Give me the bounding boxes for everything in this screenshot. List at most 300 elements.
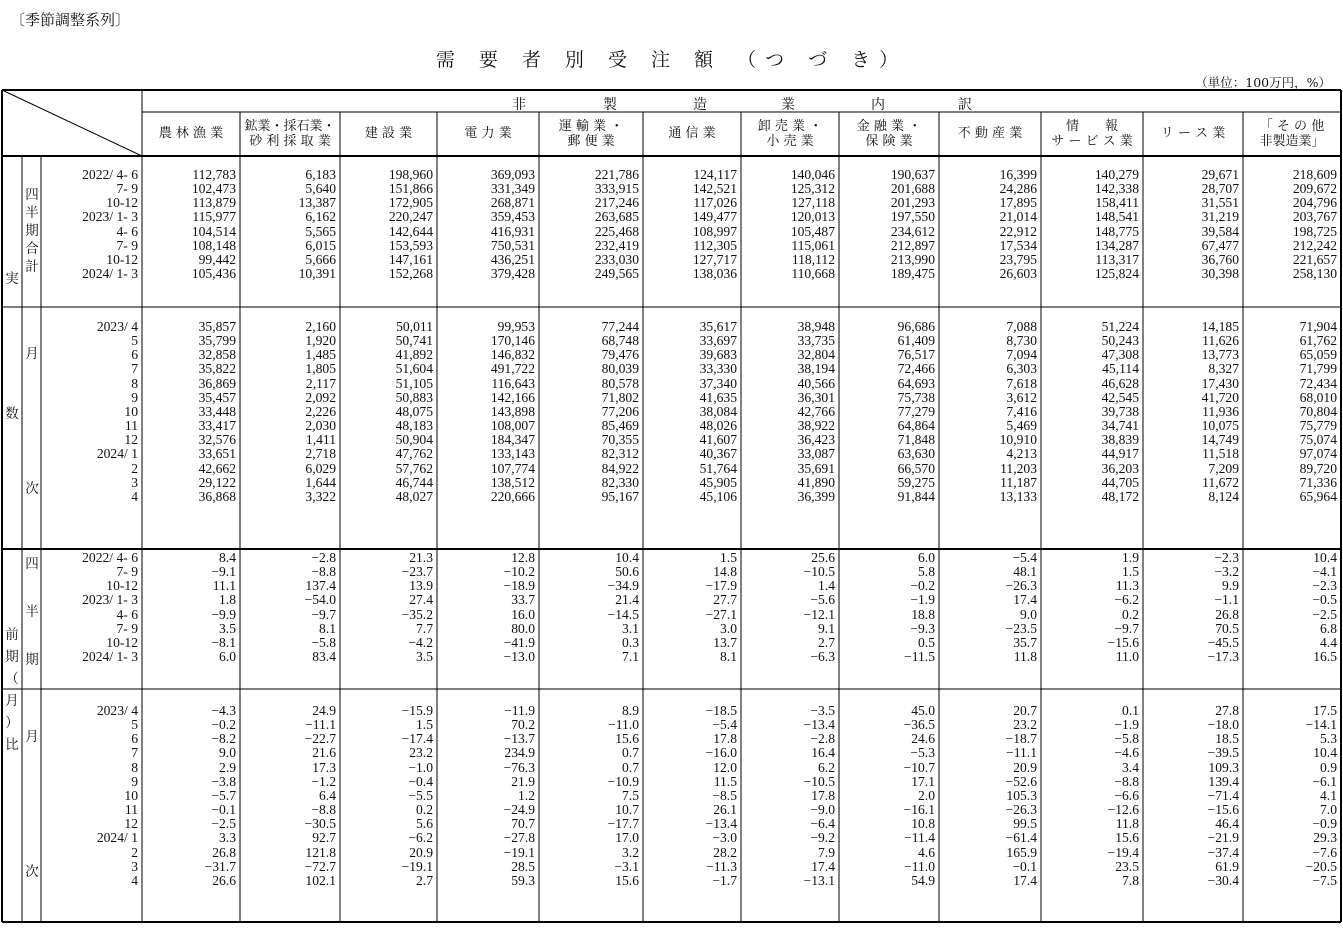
- table-cell: 11,936: [1202, 403, 1239, 419]
- table-cell: 99,953: [497, 319, 535, 334]
- table-cell: 3.2: [622, 844, 639, 860]
- row-label: 2023/ 1- 3: [82, 592, 138, 608]
- table-cell: 80.0: [511, 620, 535, 636]
- table-cell: 204,796: [1292, 195, 1337, 211]
- table-cell: 48,075: [395, 403, 433, 419]
- table-cell: 146,832: [490, 347, 535, 363]
- table-cell: 5.6: [416, 816, 433, 832]
- table-cell: 2,092: [305, 389, 336, 405]
- table-cell: 24.6: [911, 731, 935, 747]
- table-cell: 46,744: [395, 474, 433, 490]
- table-cell: 16,399: [999, 167, 1037, 182]
- table-cell: 31,551: [1201, 195, 1239, 211]
- row-label: 4: [131, 488, 138, 504]
- table-cell: 6,303: [1006, 361, 1037, 377]
- row-label: 4- 6: [116, 606, 138, 622]
- table-cell: 35,857: [198, 319, 236, 334]
- column-header-line: 通 信 業: [668, 126, 716, 141]
- table-cell: 5,469: [1006, 418, 1037, 434]
- table-cell: 64,693: [897, 375, 935, 391]
- table-cell: −23.5: [1005, 620, 1037, 636]
- table-cell: 38,084: [699, 403, 737, 419]
- table-cell: −19.4: [1107, 844, 1139, 860]
- table-cell: −16.0: [705, 745, 737, 761]
- table-cell: 22,912: [999, 223, 1037, 239]
- side-label-char: 月: [25, 346, 39, 362]
- table-cell: 61,409: [897, 333, 935, 349]
- table-cell: 3.3: [219, 830, 236, 846]
- table-cell: 234.9: [504, 745, 535, 761]
- table-cell: 17.4: [811, 858, 835, 874]
- table-cell: 11.5: [713, 773, 737, 789]
- table-cell: 7.9: [818, 844, 835, 860]
- table-cell: 61,762: [1299, 333, 1337, 349]
- table-cell: 12.0: [713, 759, 737, 775]
- table-cell: 110,668: [791, 266, 835, 282]
- table-cell: −0.2: [910, 578, 935, 594]
- table-cell: 11,672: [1202, 474, 1239, 490]
- table-cell: 47,308: [1101, 347, 1139, 363]
- table-cell: 137.4: [305, 578, 336, 594]
- table-cell: −3.2: [1214, 564, 1239, 580]
- table-cell: 147,161: [388, 251, 433, 267]
- row-label: 5: [131, 717, 138, 733]
- table-cell: 750,531: [490, 237, 535, 253]
- table-cell: 117,026: [693, 195, 737, 211]
- column-header-line: 「 そ の 他: [1259, 119, 1325, 134]
- table-cell: 72,466: [897, 361, 935, 377]
- table-cell: 13,773: [1201, 347, 1239, 363]
- table-cell: −8.8: [311, 564, 336, 580]
- table-cell: −22.7: [304, 731, 336, 747]
- table-cell: 153,593: [388, 237, 433, 253]
- table-cell: −10.5: [803, 564, 835, 580]
- table-cell: 436,251: [490, 251, 535, 267]
- table-cell: 0.2: [416, 802, 433, 818]
- table-cell: 14,749: [1201, 432, 1239, 448]
- table-cell: −27.1: [705, 606, 737, 622]
- table-cell: 45,106: [699, 488, 737, 504]
- column-header: [240, 119, 340, 149]
- table-cell: 416,931: [490, 223, 535, 239]
- table-cell: 47,762: [395, 446, 433, 462]
- table-cell: 36,301: [797, 389, 835, 405]
- side-label-char: （: [5, 671, 19, 687]
- column-header-line: サ ー ビ ス 業: [1051, 134, 1133, 149]
- table-cell: 30,398: [1201, 266, 1239, 282]
- table-cell: −18.9: [503, 578, 535, 594]
- table-cell: 7,094: [1006, 347, 1037, 363]
- table-cell: −45.5: [1207, 634, 1239, 650]
- table-cell: −11.0: [608, 717, 639, 733]
- table-cell: 36,868: [198, 488, 236, 504]
- table-cell: 134,287: [1094, 237, 1139, 253]
- table-cell: 71,799: [1299, 361, 1337, 377]
- table-cell: 112,783: [192, 167, 236, 182]
- table-cell: −5.3: [910, 745, 935, 761]
- table-cell: 33,651: [198, 446, 236, 462]
- table-cell: 92.7: [312, 830, 336, 846]
- table-cell: 44,705: [1101, 474, 1139, 490]
- table-cell: 9.0: [219, 745, 236, 761]
- table-cell: 125,312: [790, 181, 835, 197]
- row-label: 9: [131, 389, 138, 405]
- column-header-line: 電 力 業: [464, 126, 512, 141]
- table-cell: −17.7: [607, 816, 639, 832]
- table-cell: 7,088: [1006, 319, 1037, 334]
- table-cell: 21.4: [615, 592, 639, 608]
- table-cell: 28.5: [511, 858, 535, 874]
- table-cell: 75,074: [1299, 432, 1337, 448]
- column-header: [741, 119, 839, 149]
- table-cell: −5.8: [1114, 731, 1139, 747]
- table-cell: 149,477: [692, 209, 737, 225]
- table-cell: 46,628: [1101, 375, 1139, 391]
- table-cell: 249,565: [594, 266, 639, 282]
- row-label: 12: [124, 816, 138, 832]
- table-cell: 14,185: [1201, 319, 1239, 334]
- row-label: 7: [131, 745, 138, 761]
- table-cell: 50,883: [395, 389, 433, 405]
- table-cell: 64,864: [897, 418, 935, 434]
- table-cell: −11.4: [904, 830, 935, 846]
- table-cell: −9.7: [1114, 620, 1139, 636]
- table-cell: 32,576: [198, 432, 236, 448]
- table-cell: −1.0: [408, 759, 433, 775]
- table-cell: −6.4: [810, 816, 835, 832]
- row-label: 6: [131, 731, 138, 747]
- table-cell: 138,512: [490, 474, 535, 490]
- table-cell: 10.7: [615, 802, 639, 818]
- table-cell: 32,858: [198, 347, 236, 363]
- table-cell: 4,213: [1006, 446, 1037, 462]
- table-cell: 20.9: [409, 844, 433, 860]
- table-cell: 198,960: [388, 167, 433, 182]
- table-cell: 142,338: [1094, 181, 1139, 197]
- side-label-char: 期: [25, 652, 39, 668]
- table-cell: 8,124: [1208, 488, 1239, 504]
- table-cell: 115,977: [192, 209, 236, 225]
- table-cell: −10.5: [803, 773, 835, 789]
- table-cell: −14.5: [607, 606, 639, 622]
- table-cell: −76.3: [503, 759, 535, 775]
- table-cell: 104,514: [191, 223, 236, 239]
- table-cell: 5.8: [918, 564, 935, 580]
- table-cell: −1.9: [1114, 717, 1139, 733]
- table-cell: 29.3: [1313, 830, 1337, 846]
- table-cell: −16.1: [903, 802, 935, 818]
- table-cell: 39,584: [1201, 223, 1239, 239]
- table-cell: 0.2: [1122, 606, 1139, 622]
- table-cell: 108,997: [692, 223, 737, 239]
- table-cell: 40,566: [797, 375, 835, 391]
- table-cell: 95,167: [601, 488, 639, 504]
- table-cell: 10,910: [999, 432, 1037, 448]
- table-cell: −11.3: [706, 858, 737, 874]
- table-cell: −11.9: [504, 703, 535, 718]
- table-cell: 51,224: [1101, 319, 1139, 334]
- table-cell: 112,305: [693, 237, 737, 253]
- table-cell: 120,013: [790, 209, 835, 225]
- table-cell: −0.5: [1312, 592, 1337, 608]
- table-cell: 0.7: [622, 745, 639, 761]
- row-label: 5: [131, 333, 138, 349]
- table-cell: 11,203: [1000, 460, 1037, 476]
- table-cell: −18.5: [705, 703, 737, 718]
- table-cell: 3.5: [219, 620, 236, 636]
- table-cell: −39.5: [1207, 745, 1239, 761]
- table-cell: 35,799: [198, 333, 236, 349]
- table-cell: 65,964: [1299, 488, 1337, 504]
- row-label: 10-12: [106, 195, 138, 211]
- table-cell: −6.2: [1114, 592, 1139, 608]
- table-cell: 36,869: [198, 375, 236, 391]
- table-cell: 48,183: [395, 418, 433, 434]
- table-cell: 41,607: [699, 432, 737, 448]
- table-cell: 1.5: [1122, 564, 1139, 580]
- table-cell: 36,760: [1201, 251, 1239, 267]
- table-cell: −8.5: [712, 787, 737, 803]
- column-header: [1041, 119, 1143, 149]
- row-label: 7- 9: [116, 237, 138, 253]
- row-label: 7: [131, 361, 138, 377]
- table-cell: 7.1: [622, 649, 639, 665]
- table-cell: 0.5: [918, 634, 935, 650]
- table-cell: 6,015: [305, 237, 336, 253]
- table-cell: −12.1: [803, 606, 835, 622]
- table-cell: 15.6: [1115, 830, 1139, 846]
- table-cell: 258,130: [1292, 266, 1337, 282]
- row-label: 8: [131, 759, 138, 775]
- table-cell: 121.8: [305, 844, 336, 860]
- table-cell: 184,347: [490, 432, 535, 448]
- table-cell: −4.3: [211, 703, 236, 718]
- table-cell: 213,990: [890, 251, 935, 267]
- table-cell: 125,824: [1094, 266, 1139, 282]
- column-header-line: 卸 売 業 ・: [757, 119, 823, 134]
- table-cell: 17,430: [1201, 375, 1239, 391]
- table-cell: 70.2: [511, 717, 535, 733]
- row-label: 2: [131, 844, 138, 860]
- table-cell: 7.0: [1320, 802, 1337, 818]
- table-cell: −5.4: [1012, 550, 1037, 565]
- table-cell: 142,521: [692, 181, 737, 197]
- table-cell: 10.4: [1313, 550, 1337, 565]
- table-cell: 21,014: [999, 209, 1037, 225]
- table-cell: 44,917: [1101, 446, 1139, 462]
- table-cell: 209,672: [1292, 181, 1337, 197]
- table-cell: 54.9: [911, 872, 935, 888]
- table-cell: −26.3: [1005, 802, 1037, 818]
- table-cell: −36.5: [903, 717, 935, 733]
- table-cell: 11.8: [1115, 816, 1139, 832]
- table-cell: 29,671: [1201, 167, 1239, 182]
- table-cell: 23.2: [409, 745, 433, 761]
- side-label-char: 月: [5, 693, 19, 709]
- table-cell: −13.0: [503, 649, 535, 665]
- side-label-char: 合: [25, 241, 39, 257]
- row-label: 12: [124, 432, 138, 448]
- side-label-char: 半: [25, 604, 39, 620]
- table-cell: 212,242: [1292, 237, 1337, 253]
- column-header-line: 建 設 業: [364, 126, 413, 141]
- table-cell: 50,741: [395, 333, 433, 349]
- table-cell: 45.0: [911, 703, 935, 718]
- table-cell: 48,027: [395, 488, 433, 504]
- table-cell: 3,322: [305, 488, 336, 504]
- table-cell: 41,890: [797, 474, 835, 490]
- table-cell: 77,206: [601, 403, 639, 419]
- table-cell: 221,786: [594, 167, 639, 182]
- table-cell: −1.9: [910, 592, 935, 608]
- table-cell: 17.0: [615, 830, 639, 846]
- column-header-line: 農 林 漁 業: [158, 126, 224, 141]
- table-cell: 71,848: [897, 432, 935, 448]
- table-cell: 1.2: [518, 787, 535, 803]
- table-cell: −27.8: [503, 830, 535, 846]
- table-cell: 11.1: [212, 578, 236, 594]
- table-cell: −7.6: [1312, 844, 1337, 860]
- table-cell: 40,367: [699, 446, 737, 462]
- table-cell: 140,279: [1094, 167, 1139, 182]
- table-cell: 23,795: [999, 251, 1037, 267]
- table-cell: 212,897: [890, 237, 935, 253]
- table-cell: −2.3: [1214, 550, 1239, 565]
- table-cell: 17.4: [1013, 592, 1037, 608]
- table-cell: 2,160: [305, 319, 336, 334]
- table-cell: 142,166: [490, 389, 535, 405]
- table-cell: 96,686: [897, 319, 935, 334]
- table-cell: −23.7: [401, 564, 433, 580]
- table-cell: −5.5: [408, 787, 433, 803]
- table-cell: −1.1: [1214, 592, 1239, 608]
- table-cell: 46.4: [1215, 816, 1239, 832]
- table-cell: −8.8: [1114, 773, 1139, 789]
- table-cell: −0.2: [211, 717, 236, 733]
- table-cell: 41,892: [395, 347, 433, 363]
- table-cell: 50.6: [615, 564, 639, 580]
- table-cell: −4.1: [1312, 564, 1337, 580]
- row-label: 2022/ 4- 6: [82, 550, 138, 565]
- table-cell: 127,118: [791, 195, 835, 211]
- table-cell: 158,411: [1095, 195, 1139, 211]
- table-cell: 11.3: [1115, 578, 1139, 594]
- table-cell: 65,059: [1299, 347, 1337, 363]
- table-cell: 38,948: [797, 319, 835, 334]
- table-cell: 26.8: [1215, 606, 1239, 622]
- table-cell: −8.1: [211, 634, 236, 650]
- table-cell: 140,046: [790, 167, 835, 182]
- table-cell: 139.4: [1208, 773, 1239, 789]
- table-cell: 36,423: [797, 432, 835, 448]
- table-cell: 91,844: [897, 488, 935, 504]
- table-cell: 170,146: [490, 333, 535, 349]
- table-cell: −4.6: [1114, 745, 1139, 761]
- table-cell: 13,133: [999, 488, 1037, 504]
- table-cell: 102.1: [305, 872, 336, 888]
- table-cell: 1,411: [305, 432, 336, 448]
- table-cell: 48.1: [1013, 564, 1037, 580]
- table-cell: −13.1: [803, 872, 835, 888]
- table-cell: 28,707: [1201, 181, 1239, 197]
- column-header-line: 情 報: [1065, 119, 1118, 134]
- table-cell: 14.8: [713, 564, 737, 580]
- table-cell: 63,630: [897, 446, 935, 462]
- table-cell: 26.1: [713, 802, 737, 818]
- table-cell: 1.4: [818, 578, 835, 594]
- row-label: 6: [131, 347, 138, 363]
- table-cell: 10.4: [615, 550, 639, 565]
- table-cell: −19.1: [503, 844, 535, 860]
- table-cell: 70.7: [511, 816, 535, 832]
- table-cell: 0.9: [1320, 759, 1337, 775]
- table-cell: −8.2: [211, 731, 236, 747]
- table-cell: 17.1: [911, 773, 935, 789]
- table-cell: −72.7: [304, 858, 336, 874]
- table-cell: 37,340: [699, 375, 737, 391]
- column-header-line: 小 売 業: [766, 134, 814, 149]
- table-cell: 2,226: [305, 403, 336, 419]
- side-label-char: 実: [5, 271, 19, 287]
- table-cell: 127,717: [692, 251, 737, 267]
- table-cell: −15.6: [1207, 802, 1239, 818]
- table-cell: 8.1: [720, 649, 737, 665]
- table-cell: 113,317: [1095, 251, 1139, 267]
- table-cell: 97,074: [1299, 446, 1337, 462]
- table-cell: 35,822: [198, 361, 236, 377]
- side-label-char: 次: [25, 864, 39, 880]
- table-cell: −3.8: [211, 773, 236, 789]
- table-cell: 85,469: [601, 418, 639, 434]
- table-cell: 1.8: [219, 592, 236, 608]
- table-cell: 71,336: [1299, 474, 1337, 490]
- table-cell: 116,643: [491, 375, 535, 391]
- table-cell: 107,774: [490, 460, 535, 476]
- table-cell: 268,871: [490, 195, 535, 211]
- table-cell: 3.1: [622, 620, 639, 636]
- table-cell: 33,448: [198, 403, 236, 419]
- table-cell: 33,697: [699, 333, 737, 349]
- table-cell: 82,330: [601, 474, 639, 490]
- table-cell: 23.5: [1115, 858, 1139, 874]
- side-label-char: 期: [5, 649, 19, 665]
- table-cell: −9.1: [211, 564, 236, 580]
- table-cell: 99,442: [198, 251, 236, 267]
- table-cell: −11.5: [904, 649, 935, 665]
- row-label: 8: [131, 375, 138, 391]
- table-cell: 133,143: [490, 446, 535, 462]
- row-label: 3: [131, 858, 138, 874]
- table-cell: 51,105: [395, 375, 433, 391]
- row-label: 10-12: [106, 251, 138, 267]
- table-cell: 2,117: [305, 375, 336, 391]
- table-cell: 35,617: [699, 319, 737, 334]
- table-cell: 379,428: [490, 266, 535, 282]
- table-cell: 3,612: [1006, 389, 1037, 405]
- column-header: [939, 126, 1041, 141]
- table-cell: −9.3: [910, 620, 935, 636]
- table-cell: −6.2: [408, 830, 433, 846]
- table-cell: 25.6: [811, 550, 835, 565]
- table-cell: 71,904: [1299, 319, 1337, 334]
- column-header: [839, 119, 939, 149]
- table-cell: −3.1: [614, 858, 639, 874]
- table-cell: −9.2: [810, 830, 835, 846]
- column-header: [437, 126, 539, 141]
- table-cell: 38,194: [797, 361, 835, 377]
- table-cell: 6.8: [1320, 620, 1337, 636]
- table-cell: 42,662: [198, 460, 236, 476]
